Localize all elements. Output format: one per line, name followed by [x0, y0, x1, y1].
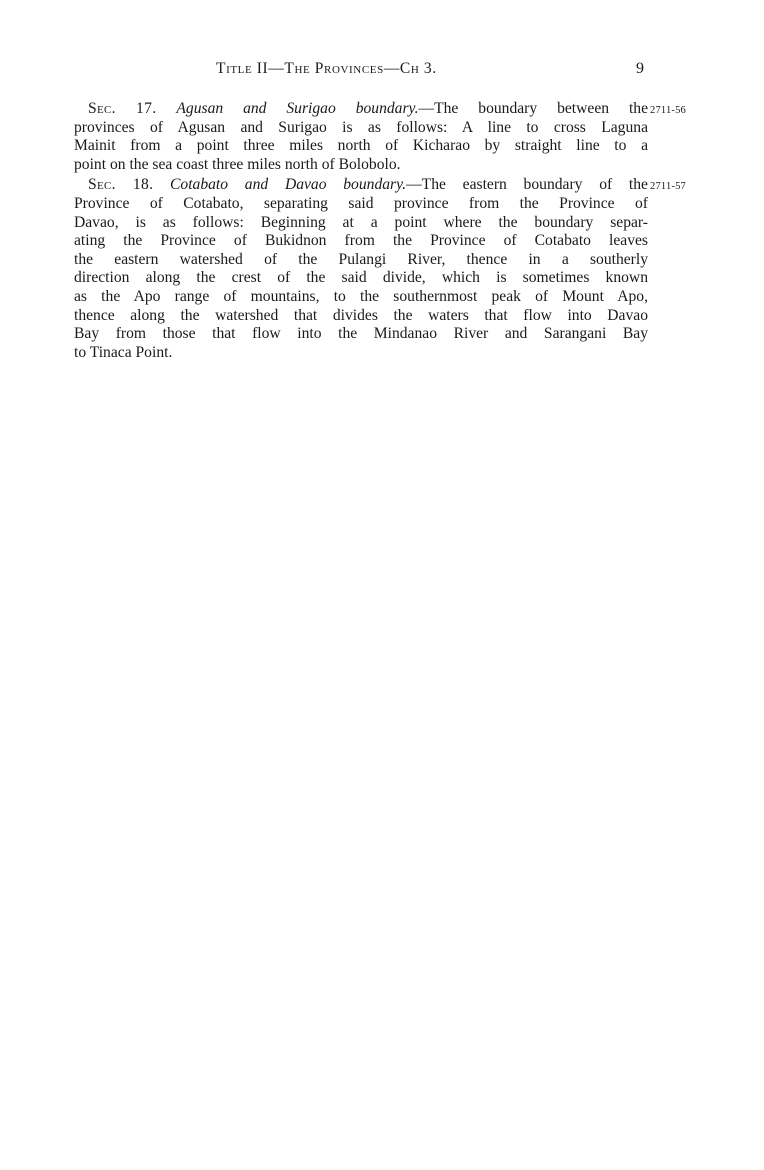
- section-line: Mainit from a point three miles north of Kicharao by straight line to a: [74, 137, 648, 155]
- section-18: [74, 176, 687, 362]
- section-line: to Tinaca Point.: [74, 343, 173, 361]
- section-label: Sec. 18.: [88, 176, 154, 194]
- section-text: —The eastern boundary of the: [406, 176, 648, 194]
- running-header: [0, 60, 764, 84]
- section-line: Province of Cotabato, separating said province from the Province of: [74, 194, 648, 212]
- section-line: point on the sea coast three miles north of Bolobolo.: [74, 155, 401, 173]
- section-17: [74, 100, 687, 174]
- section-line: [74, 100, 648, 119]
- section-line: direction along the crest of the said divide, which is sometimes known: [74, 269, 648, 287]
- section-line: Bay from those that flow into the Mindanao River and Sarangani Bay: [74, 325, 648, 343]
- section-line: [74, 176, 648, 195]
- section-line: as the Apo range of mountains, to the southernmost peak of Mount Apo,: [74, 287, 648, 305]
- running-title: Title II—The Provinces—Ch 3.: [216, 60, 437, 77]
- section-line: provinces of Agusan and Surigao is as follows: A line to cross Laguna: [74, 118, 648, 136]
- section-text: —The boundary between the: [418, 100, 649, 117]
- margin-note: 2711-56: [650, 105, 687, 116]
- section-line: ating the Province of Bukidnon from the Province of Cotabato leaves: [74, 232, 648, 250]
- section-title: Cotabato and Davao boundary.: [170, 176, 407, 194]
- section-title: Agusan and Surigao boundary.: [176, 100, 419, 117]
- section-line: Davao, is as follows: Beginning at a point where the boundary separ-: [74, 213, 648, 231]
- section-label: Sec. 17.: [88, 100, 157, 117]
- body-text: [74, 100, 687, 362]
- page-number: 9: [636, 60, 644, 77]
- section-line: thence along the watershed that divides the waters that flow into Davao: [74, 306, 648, 324]
- margin-note: 2711-57: [650, 181, 687, 193]
- section-line: the eastern watershed of the Pulangi River, thence in a southerly: [74, 250, 648, 268]
